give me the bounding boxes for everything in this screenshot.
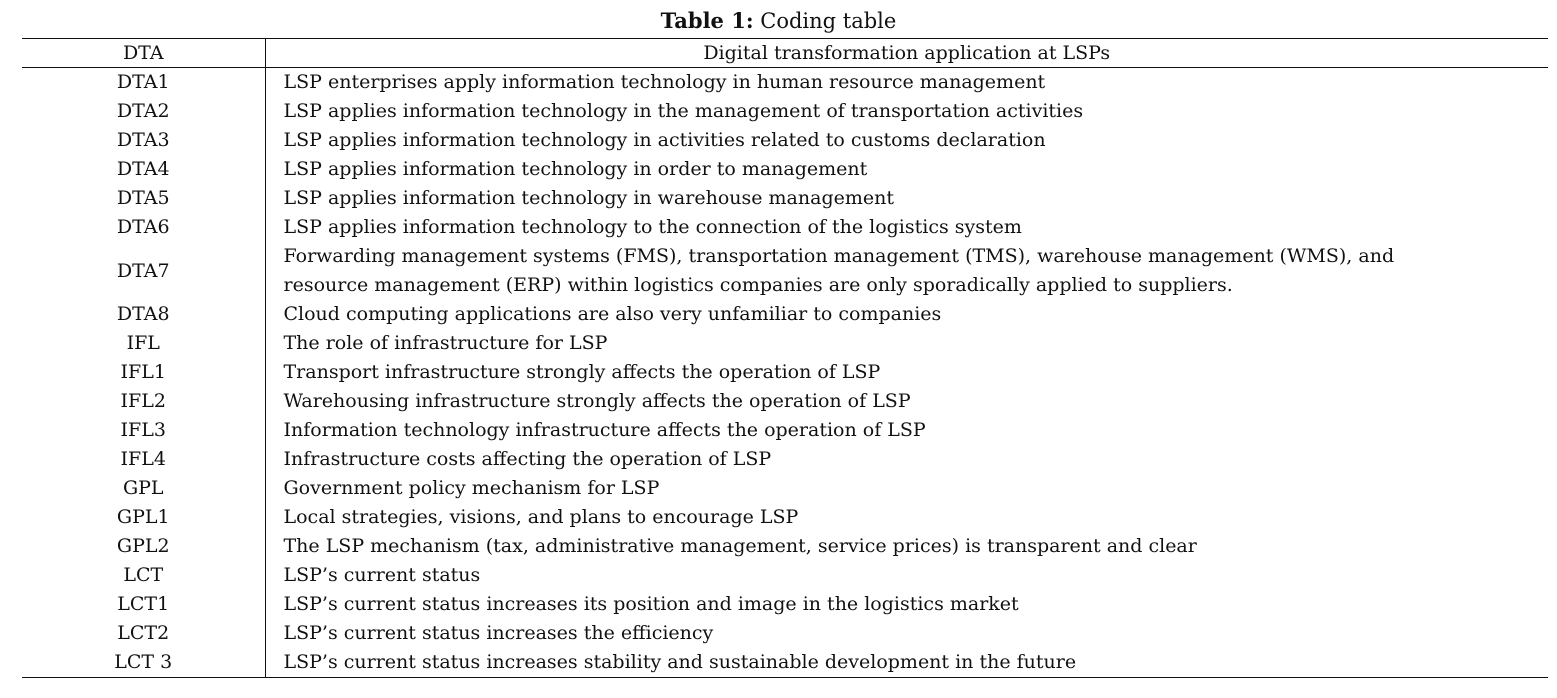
row-description: LSP’s current status increases the efficiency: [283, 622, 714, 644]
row-code: DTA7: [22, 242, 265, 300]
header-description: Digital transformation application at LSPs: [703, 42, 1111, 64]
row-description: Warehousing infrastructure strongly affects the operation of LSP: [283, 390, 911, 412]
row-code: IFL4: [22, 445, 265, 474]
row-description: LSP’s current status increases stability and sustainable development in the future: [283, 651, 1077, 673]
row-description: LSP’s current status: [283, 564, 481, 586]
row-code: DTA4: [22, 155, 265, 184]
row-code: GPL2: [22, 532, 265, 561]
row-code: DTA6: [22, 213, 265, 242]
row-description: Government policy mechanism for LSP: [283, 477, 660, 499]
table-row: [22, 358, 1548, 387]
row-description: Cloud computing applications are also very unfamiliar to companies: [283, 303, 942, 325]
row-description: The role of infrastructure for LSP: [283, 332, 608, 354]
table-row: [22, 474, 1548, 503]
coding-table-container: [22, 38, 1548, 678]
table-title: Coding table: [760, 9, 897, 33]
header-code: DTA: [22, 39, 265, 68]
row-code: DTA8: [22, 300, 265, 329]
table-row: [22, 648, 1548, 678]
row-description: LSP applies information technology to the connection of the logistics system: [283, 216, 1022, 238]
table-row: [22, 445, 1548, 474]
table-row: [22, 329, 1548, 358]
table-row: [22, 561, 1548, 590]
table-row: [22, 532, 1548, 561]
row-code: IFL3: [22, 416, 265, 445]
table-row: [22, 155, 1548, 184]
row-code: LCT 3: [22, 648, 265, 678]
row-description: Information technology infrastructure affects the operation of LSP: [283, 419, 926, 441]
row-description: LSP enterprises apply information technology in human resource management: [283, 71, 1046, 93]
table-label: Table 1:: [660, 8, 754, 33]
table-row: [22, 68, 1548, 98]
table-row: [22, 619, 1548, 648]
row-description: LSP applies information technology in the management of transportation activities: [283, 100, 1084, 122]
row-code: DTA5: [22, 184, 265, 213]
table-row: [22, 590, 1548, 619]
table-row: [22, 126, 1548, 155]
row-description-line: Forwarding management systems (FMS), transportation management (TMS), warehouse management (WMS), and: [283, 245, 1395, 267]
row-code: DTA1: [22, 68, 265, 98]
table-row: [22, 416, 1548, 445]
table-row: [22, 97, 1548, 126]
row-code: LCT1: [22, 590, 265, 619]
row-description: LSP applies information technology in warehouse management: [283, 187, 894, 209]
row-code: LCT2: [22, 619, 265, 648]
row-code: GPL: [22, 474, 265, 503]
table-row: [22, 242, 1548, 300]
table-header-row: [22, 39, 1548, 68]
row-code: GPL1: [22, 503, 265, 532]
table-row: [22, 300, 1548, 329]
row-code: IFL1: [22, 358, 265, 387]
row-code: IFL2: [22, 387, 265, 416]
table-row: [22, 184, 1548, 213]
table-row: [22, 213, 1548, 242]
row-code: LCT: [22, 561, 265, 590]
row-description: [265, 242, 1548, 300]
row-description: LSP applies information technology in activities related to customs declaration: [283, 129, 1046, 151]
row-description: LSP’s current status increases its position and image in the logistics market: [283, 593, 1019, 615]
row-code: DTA2: [22, 97, 265, 126]
row-description-line: resource management (ERP) within logistics companies are only sporadically applied to suppliers.: [283, 274, 1233, 296]
table-row: [22, 503, 1548, 532]
row-description: Infrastructure costs affecting the operation of LSP: [283, 448, 772, 470]
row-description: LSP applies information technology in order to management: [283, 158, 868, 180]
row-description: Local strategies, visions, and plans to encourage LSP: [283, 506, 799, 528]
table-row: [22, 387, 1548, 416]
row-description: Transport infrastructure strongly affects the operation of LSP: [283, 361, 881, 383]
table-caption: [0, 8, 1557, 34]
row-code: DTA3: [22, 126, 265, 155]
coding-table: [22, 38, 1548, 678]
row-description: The LSP mechanism (tax, administrative management, service prices) is transparent and clear: [283, 535, 1197, 557]
row-code: IFL: [22, 329, 265, 358]
